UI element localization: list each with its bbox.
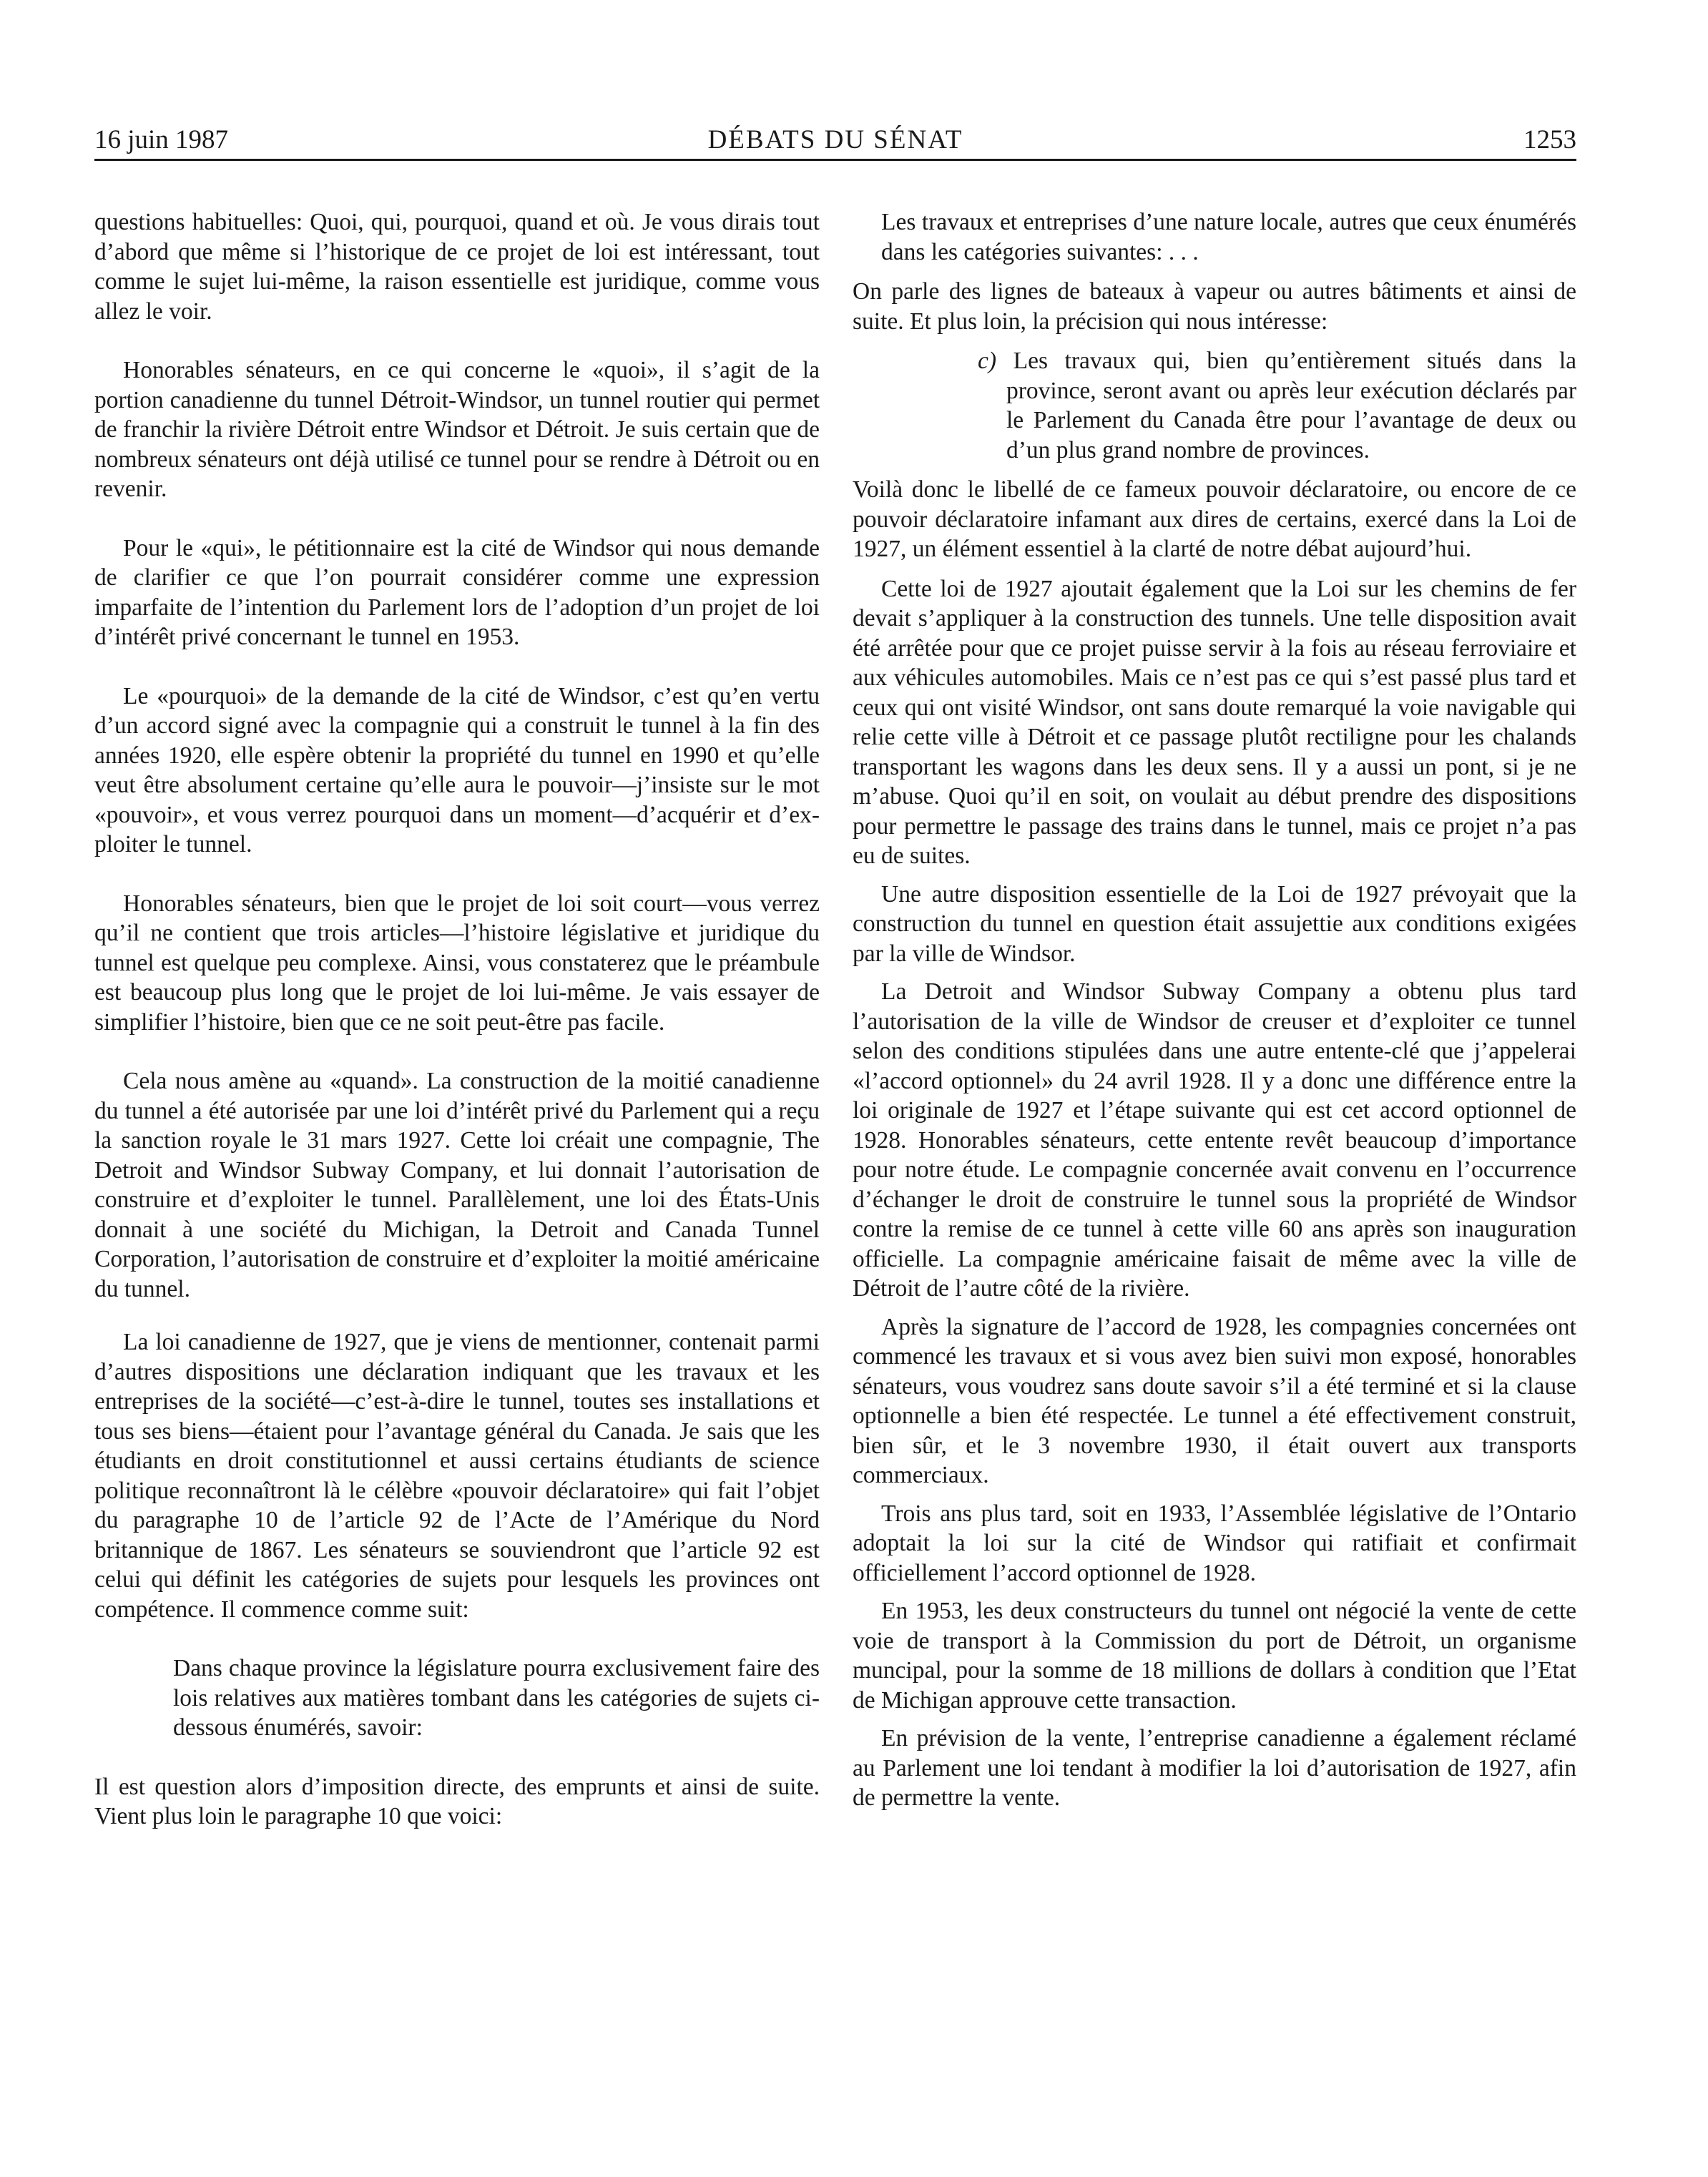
paragraph: Pour le «qui», le pétitionnaire est la cité de Windsor qui nous demande de clarifier ce que l’on pourrait considérer comme une expression imparfaite de l’intention du Parlement lors de l’adoption d’un projet de loi d’intérêt privé concernant le tunnel en 1953.: [94, 534, 820, 650]
paragraph: En 1953, les deux constructeurs du tunnel ont négocié la vente de cette voie de transport à la Commission du port de Détroit, un organisme muncipal, pour la somme de 18 millions de dollars à condition que l’Etat de Michigan approuve cette transaction.: [853, 1598, 1576, 1714]
paragraph: questions habituelles: Quoi, qui, pourquoi, quand et où. Je vous dirais tout d’abord que même si l’historique de ce projet de loi est intéressant, tout comme le sujet lui-même, la raison essentielle est juridique, comme vous allez le voir.: [94, 209, 820, 325]
paragraph: La loi canadienne de 1927, que je viens de mentionner, contenait parmi d’autres dispositions une déclaration indiquant que les travaux et les entreprises de la société—c’est-à-dire le tunnel, toutes ses installations et tous ses biens—étaient pour l’avantage général du Canada. Je sais que les étudiants en droit constitutionnel et aussi certains étudiants de science politique reconnaîtront là le célèbre «pouvoir déclaratoire» qui fait l’objet du paragraphe 10 de l’article 92 de l’Acte de l’Amérique du Nord britannique de 1867. Les sénateurs se souviendront que l’article 92 est celui qui définit les catégories de sujets pour lesquels les provinces ont compétence. Il commence comme suit:: [94, 1329, 820, 1623]
paragraph: Trois ans plus tard, soit en 1933, l’Assemblée législative de l’Ontario adoptait la loi sur la cité de Windsor qui ratifiait et confirmait officiellement l’accord optionnel de 1928.: [853, 1500, 1576, 1586]
block-quote: Les travaux et entreprises d’une nature locale, autres que ceux énumérés dans les catégories suivantes: . . .: [881, 209, 1576, 265]
paragraph: Honorables sénateurs, en ce qui concerne le «quoi», il s’agit de la portion canadienne du tunnel Détroit-Windsor, un tunnel routier qui permet de franchir la rivière Détroit entre Windsor et Détroit. Je suis certain que de nombreux sénateurs ont déjà utilisé ce tunnel pour se rendre à Détroit ou en revenir.: [94, 357, 820, 502]
paragraph: Cela nous amène au «quand». La construction de la moitié canadienne du tunnel a été autorisée par une loi d’intérêt privé du Parlement qui a reçu la sanction royale le 31 mars 1927. Cette loi créait une compagnie, The Detroit and Windsor Subway Company, et lui donnait l’autorisation de construire et d’exploiter le tunnel. Parallèlement, une loi des États-Unis donnait à une société du Michigan, la Detroit and Canada Tunnel Corporation, l’autorisation de construire et d’exploiter la moitié américaine du tunnel.: [94, 1068, 820, 1302]
paragraph: Honorables sénateurs, bien que le projet de loi soit court—vous verrez qu’il ne contient que trois articles—l’histoire législative et juridique du tunnel est quelque peu complexe. Ainsi, vous constaterez que le préambule est beaucoup plus long que le projet de loi lui-même. Je vais essayer de simplifier l’histoire, bien que ce ne soit peut-être pas facile.: [94, 890, 820, 1036]
paragraph: La Detroit and Windsor Subway Company a obtenu plus tard l’autorisation de la ville de Windsor de creuser et d’exploiter ce tunnel selon des conditions stipulées dans une autre entente-clé que j’appelerai «l’accord optionnel» du 24 avril 1928. Il y a donc une différence entre la loi originale de 1927 et l’étape suivante qui est cet accord optionnel de 1928. Honorables sénateurs, cette entente revêt beaucoup d’importance pour notre étude. Le compagnie concernée avait convenu en l’occurrence d’échanger le droit de construire le tunnel sous la propriété de Windsor contre la remise de ce tunnel à cette ville 60 ans après son inauguration officielle. La compagnie américaine faisait de même avec la ville de Détroit de l’autre côté de la rivière.: [853, 978, 1576, 1302]
block-quote: Dans chaque province la législature pourra exclusivement faire des lois relatives aux matières tombant dans les catégories de sujets ci-dessous énumérés, savoir:: [173, 1655, 820, 1741]
header-date: 16 juin 1987: [94, 125, 229, 154]
page-header: [94, 122, 1576, 161]
left-column: [94, 207, 820, 1832]
block-quote-item: [853, 346, 1576, 465]
paragraph: Voilà donc le libellé de ce fameux pouvoir déclaratoire, ou encore de ce pouvoir déclaratoire infamant aux dires de certains, exercé dans la Loi de 1927, un élément essentiel à la clarté de notre débat aujourd’hui.: [853, 476, 1576, 562]
paragraph: Après la signature de l’accord de 1928, les compagnies concernées ont commencé les travaux et si vous avez bien suivi mon exposé, honorables sénateurs, vous voudrez sans doute savoir s’il a été terminé et si la clause optionnelle a bien été respectée. Le tunnel a été effectivement construit, bien sûr, et le 3 novembre 1930, il était ouvert aux transports commerciaux.: [853, 1313, 1576, 1488]
right-column: [853, 207, 1576, 1822]
header-page-number: 1253: [1523, 125, 1576, 154]
header-title: DÉBATS DU SÉNAT: [707, 125, 963, 154]
item-label: c): [978, 348, 997, 374]
paragraph: Il est question alors d’imposition directe, des emprunts et ainsi de suite. Vient plus loin le paragraphe 10 que voici:: [94, 1773, 820, 1829]
item-text: Les travaux qui, bien qu’entièrement situés dans la province, seront avant ou après leur exécution déclarés par le Parlement du Canada être pour l’avantage de deux ou d’un plus grand nombre de provinces.: [1006, 348, 1576, 463]
paragraph: On parle des lignes de bateaux à vapeur ou autres bâtiments et ainsi de suite. Et plus loin, la précision qui nous intéresse:: [853, 278, 1576, 335]
paragraph: En prévision de la vente, l’entreprise canadienne a également réclamé au Parlement une loi tendant à modifier la loi d’autorisation de 1927, afin de permettre la vente.: [853, 1725, 1576, 1811]
paragraph: Cette loi de 1927 ajoutait également que la Loi sur les chemins de fer devait s’appliquer à la construction des tunnels. Une telle disposition avait été arrêtée pour que ce projet puisse servir à la fois au réseau ferroviaire et aux véhicules automobiles. Mais ce n’est pas ce qui s’est passé plus tard et ceux qui ont visité Windsor, ont sans doute remarqué la voie navigable qui relie cette ville à Détroit et ce passage plutôt rectiligne pour les chalands transportant les wagons dans les deux sens. Il y a aussi un pont, si je ne m’abuse. Quoi qu’il en soit, on voulait au début prendre des dispositions pour permettre le passage des trains dans le tunnel, mais ce projet n’a pas eu de suites.: [853, 575, 1576, 869]
paragraph: Le «pourquoi» de la demande de la cité de Windsor, c’est qu’en vertu d’un accord signé avec la compagnie qui a construit le tunnel à la fin des années 1920, elle espère obtenir la propriété du tunnel en 1990 et qu’elle veut être absolument certaine qu’elle aura le pouvoir—j’insiste sur le mot «pouvoir», et vous verrez pourquoi dans un moment—d’acquérir et d’exploiter le tunnel.: [94, 682, 820, 857]
paragraph: Une autre disposition essentielle de la Loi de 1927 prévoyait que la construction du tunnel en question était assujettie aux conditions exigées par la ville de Windsor.: [853, 880, 1576, 967]
